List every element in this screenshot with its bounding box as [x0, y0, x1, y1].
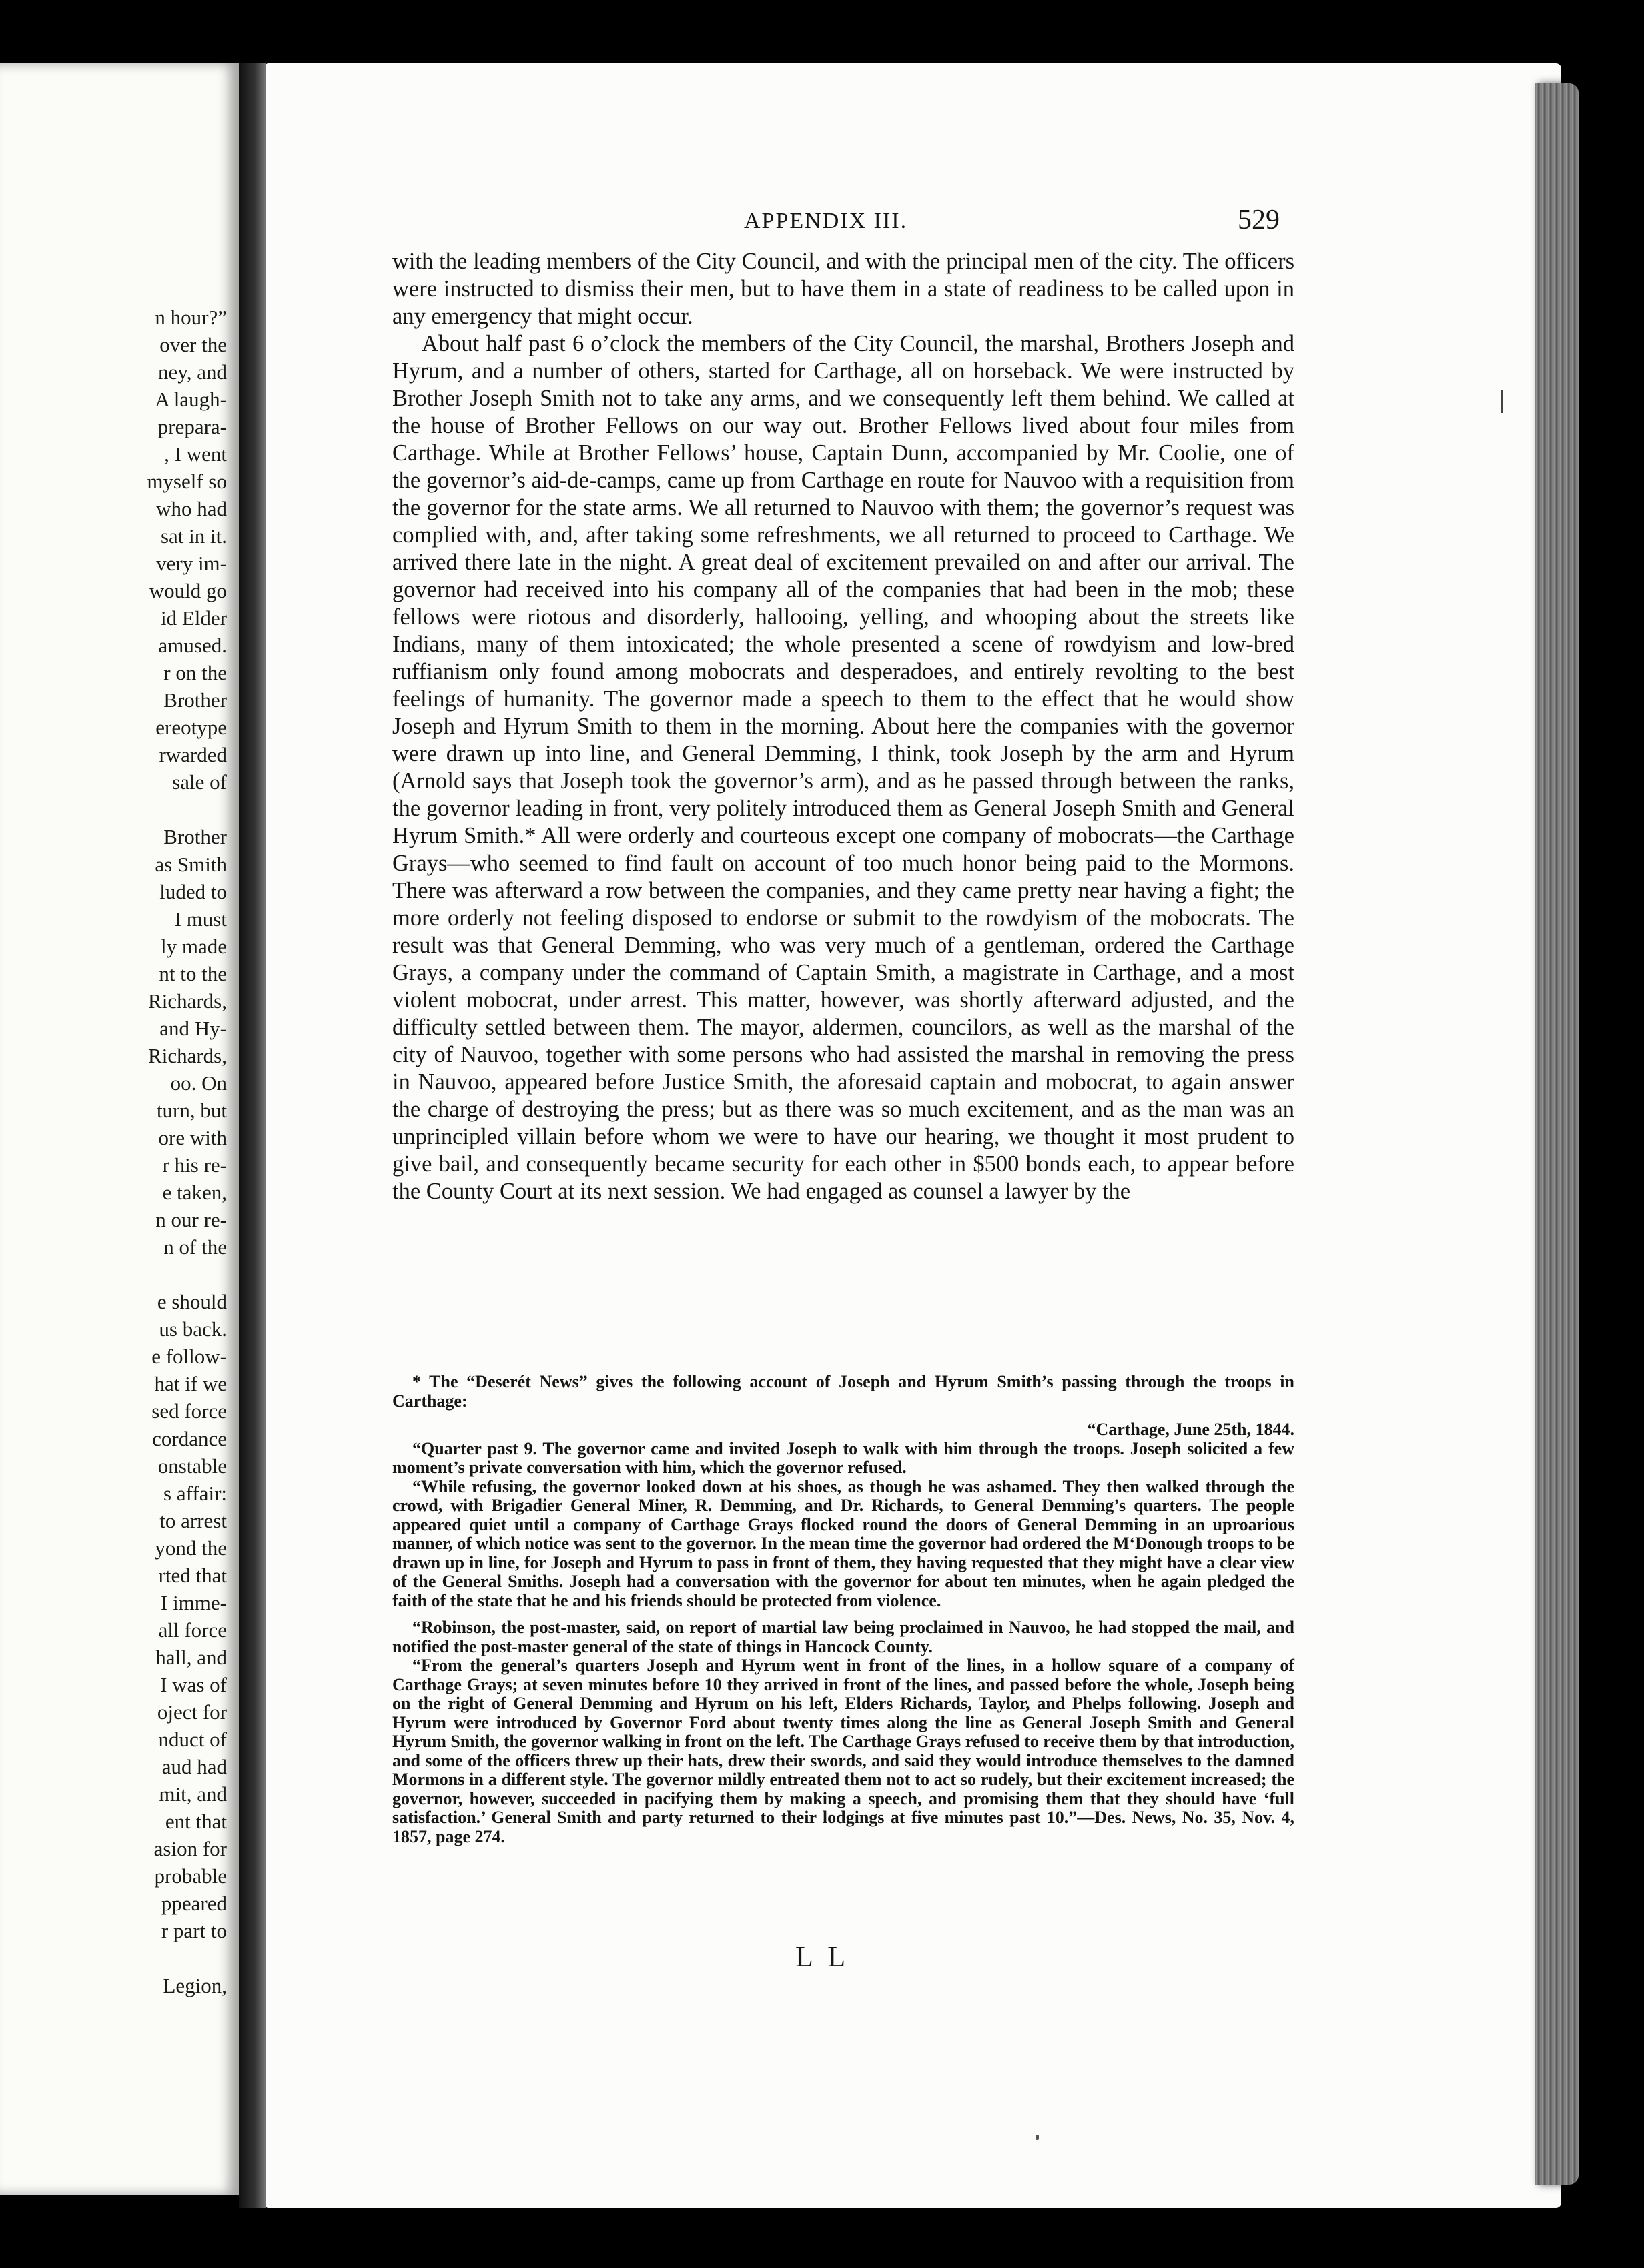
body-text — [392, 248, 1294, 1205]
facing-page-line: luded to — [159, 880, 227, 903]
facing-page-line: sale of — [172, 770, 227, 794]
facing-page-line: mit, and — [159, 1782, 227, 1806]
facing-page-line: r part to — [161, 1919, 227, 1942]
facing-left-page — [0, 63, 239, 2195]
facing-page-line: rted that — [158, 1564, 227, 1587]
facing-page-line: I imme- — [161, 1591, 227, 1614]
facing-page-line: sat in it. — [160, 524, 227, 548]
facing-page-line: over the — [159, 333, 227, 356]
footnote-paragraph: “From the general’s quarters Joseph and Hyrum went in front of the lines, in a hollow square of a company of Carthage Grays; at seven minutes before 10 they arrived in front of the lines, and passed before the whole, Joseph being on the right of General Demming and Hyrum on his left, Elders Richards, Taylor, and Phelps following. Joseph and Hyrum were introduced by Governor Ford about twenty times along the line as General Joseph Smith and General Hyrum Smith, the governor walking in front on the left. The Carthage Grays refused to receive them by that introduction, and some of the officers threw up their hats, drew their swords, and said they would introduce themselves to the damned Mormons in a different style. The governor mildly entreated them not to act so rudely, but their excitement increased; the governor, however, succeeded in pacifying them by making a speech, and promising them that they should have ‘full satisfaction.’ General Smith and party returned to their lodgings at five minutes past 10.”—Des. News, No. 35, Nov. 4, 1857, page 274. — [392, 1656, 1294, 1846]
facing-page-line: Brother — [163, 688, 227, 712]
facing-page-line: hat if we — [154, 1372, 227, 1395]
page-edges — [1535, 83, 1579, 2185]
facing-page-line: Legion, — [163, 1974, 227, 1997]
facing-page-line: yond the — [155, 1536, 227, 1560]
facing-page-line: aud had — [161, 1755, 227, 1778]
facing-page-line: amused. — [158, 634, 227, 657]
facing-page-line: A laugh- — [155, 388, 227, 411]
facing-page-line: ney, and — [157, 360, 227, 384]
facing-page-line: very im- — [156, 552, 227, 575]
facing-page-line: probable — [154, 1864, 227, 1888]
page-number: 529 — [1238, 205, 1280, 235]
facing-page-line: oject for — [157, 1700, 227, 1724]
facing-page-line: , I went — [164, 442, 227, 466]
facing-page-line: nt to the — [159, 962, 227, 985]
facing-page-line: cordance — [152, 1427, 227, 1450]
facing-page-line: Brother — [163, 825, 227, 848]
facing-page-line: I must — [174, 907, 227, 931]
footnote-paragraph: “While refusing, the governor looked down at his shoes, as though he was ashamed. They then walked through the crowd, with Brigadier General Miner, R. Demming, and Dr. Richards, to General Demming’s quarters. The people appeared quiet until a company of Carthage Grays flocked round the doors of General Demming in an uproarious manner, of which notice was sent to the governor. In the mean time the governor had ordered the M‘Donough troops to be drawn up in line, for Joseph and Hyrum to pass in front of them, they having requested that they might have a clear view of the General Smiths. Joseph had a conversation with the governor for about ten minutes, when he again pledged the faith of the state that he and his friends should be protected from violence. — [392, 1476, 1294, 1610]
facing-page-line: onstable — [157, 1454, 227, 1478]
paragraph: About half past 6 o’clock the members of the City Council, the marshal, Brothers Joseph and Hyrum, and a number of others, started for Carthage, all on horseback. We were instructed by Brother Joseph Smith not to take any arms, and we consequently left them behind. We called at the house of Brother Fellows on our way out. Brother Fellows lived about four miles from Carthage. While at Brother Fellows’ house, Captain Dunn, accompanied by Mr. Coolie, one of the governor’s aid-de-camps, came up from Carthage en route for Nauvoo with a requisition from the governor for the state arms. We all returned to Nauvoo with them; the governor’s request was complied with, and, after taking some refreshments, we all returned to proceed to Carthage. We arrived there late in the night. A great deal of excitement prevailed on and after our arrival. The governor had received into his company all of the companies that had been in the mob; these fellows were riotous and disorderly, hallooing, yelling, and whooping about the streets like Indians, many of them intoxicated; the whole presented a scene of rowdyism and low-bred ruffianism only found among mobocrats and desperadoes, and entirely revolting to the best feelings of humanity. The governor made a speech to them to the effect that he would show Joseph and Hyrum Smith to them in the morning. About here the companies with the governor were drawn up into line, and General Demming, I think, took Joseph by the arm and Hyrum (Arnold says that Joseph took the governor’s arm), and as he passed through between the ranks, the governor leading in front, very politely introduced them as General Joseph Smith and General Hyrum Smith.* All were orderly and courteous except one company of mobocrats—the Carthage Grays—who seemed to find fault on account of too much honor being paid to the Mormons. There was afterward a row between the companies, and they came pretty near having a fight; the more orderly not feeling disposed to endorse or submit to the rowdyism of the mobocrats. The result was that General Demming, who was very much of a gentleman, ordered the Carthage Grays, a company under the command of Captain Smith, a magistrate in Carthage, and a most violent mobocrat, under arrest. This matter, however, was shortly afterward adjusted, and the difficulty settled between them. The mayor, aldermen, councilors, as well as the marshal of the city of Nauvoo, together with some persons who had assisted the marshal in removing the press in Nauvoo, appeared before Justice Smith, the aforesaid captain and mobocrat, to again answer the charge of destroying the press; but as there was so much excitement, and as the man was an unprincipled villain before whom we were to have our hearing, we thought it most prudent to give bail, and consequently became security for each other in $500 bonds each, to appear before the County Court at its next session. We had engaged as counsel a lawyer by the — [392, 331, 1294, 1204]
facing-page-line: who had — [156, 497, 227, 520]
facing-page-line: id Elder — [161, 606, 227, 630]
footnote-dateline: “Carthage, June 25th, 1844. — [1087, 1420, 1294, 1439]
book-gutter — [239, 63, 266, 2208]
signature-mark: L L — [795, 1940, 850, 1973]
facing-page-line: to arrest — [159, 1509, 227, 1532]
facing-page-line: ore with — [158, 1126, 227, 1149]
facing-page-line: hall, and — [155, 1646, 227, 1669]
facing-page-line: and Hy- — [159, 1017, 227, 1040]
facing-page-line: r on the — [163, 661, 227, 684]
facing-page-line: prepara- — [157, 415, 227, 438]
facing-page-line: e should — [157, 1290, 227, 1313]
facing-page-line: Richards, — [148, 989, 227, 1013]
facing-page-line: ent that — [165, 1810, 227, 1833]
facing-page-line: e follow- — [151, 1345, 227, 1368]
facing-page-line: nduct of — [158, 1728, 227, 1751]
margin-mark — [1501, 390, 1503, 413]
facing-page-line: e taken, — [162, 1181, 227, 1204]
facing-page-line: us back. — [159, 1317, 227, 1341]
facing-page-line: would go — [149, 579, 227, 602]
facing-page-line: n hour?” — [155, 306, 227, 329]
facing-page-line: sed force — [151, 1399, 227, 1423]
facing-page-line: turn, but — [156, 1099, 227, 1122]
footnote-paragraph: “Robinson, the post-master, said, on report of martial law being proclaimed in Nauvoo, he had stopped the mail, and notified the post-master general of the state of things in Hancock County. — [392, 1618, 1294, 1656]
facing-page-line: Richards, — [148, 1044, 227, 1067]
facing-page-line: n our re- — [155, 1208, 227, 1231]
footnote-paragraph: “Quarter past 9. The governor came and invited Joseph to walk with him through the troops. Joseph solicited a few moment’s private conversation with him, which the governor refused. — [392, 1438, 1294, 1477]
facing-page-line: myself so — [147, 470, 227, 493]
running-head: APPENDIX III. — [744, 209, 908, 233]
facing-page-line: all force — [158, 1618, 227, 1642]
facing-page-line: rwarded — [159, 743, 227, 766]
facing-page-line: I was of — [160, 1673, 227, 1696]
facing-page-line: r his re- — [162, 1153, 227, 1177]
facing-page-line: n of the — [163, 1235, 227, 1259]
facing-page-line: s affair: — [163, 1482, 227, 1505]
footnote-intro: * The “Deserét News” gives the following account of Joseph and Hyrum Smith’s passing through the troops in Carthage: — [392, 1372, 1294, 1411]
margin-dot — [1036, 2135, 1039, 2140]
facing-page-line: as Smith — [155, 853, 227, 876]
footnote-block — [392, 1373, 1294, 1846]
facing-page-line: ppeared — [161, 1892, 227, 1915]
facing-page-line: asion for — [153, 1837, 227, 1860]
paragraph: with the leading members of the City Council, and with the principal men of the city. The officers were instructed to dismiss their men, but to have them in a state of readiness to be called upon in any emergency that might occur. — [392, 249, 1294, 329]
facing-page-line: ly made — [161, 935, 227, 958]
facing-page-line: oo. On — [170, 1071, 227, 1095]
facing-page-line: ereotype — [155, 716, 227, 739]
